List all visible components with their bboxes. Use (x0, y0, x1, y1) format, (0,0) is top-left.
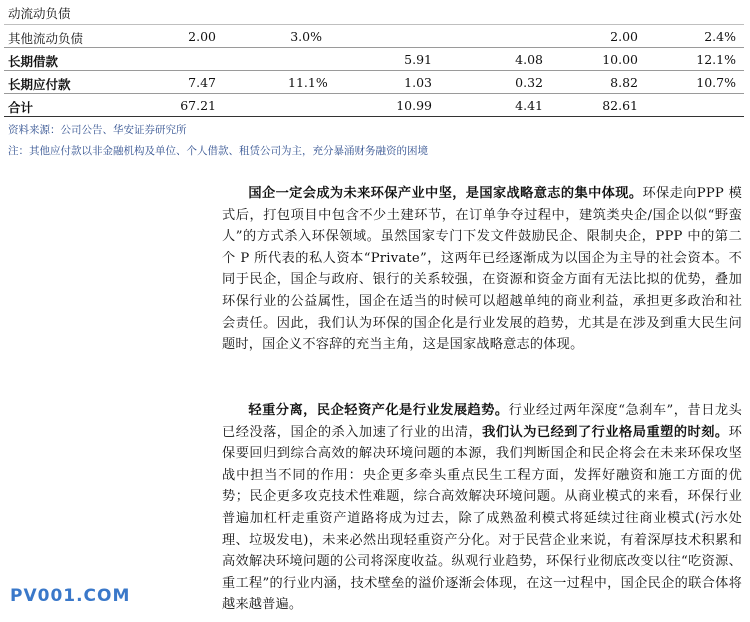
table-row (4, 48, 744, 71)
table-cell: 长期应付款 (8, 77, 71, 92)
table-cell: 其他流动负债 (8, 31, 84, 46)
paragraph-state-owned (222, 183, 742, 356)
table-cell: 1.03 (404, 75, 432, 90)
paragraph-lead: 轻重分离，民企轻资产化是行业发展趋势。 (248, 403, 509, 418)
table-cell: 长期借款 (8, 54, 59, 69)
table-cell: 12.1% (696, 52, 736, 67)
table-cell: 10.00 (602, 52, 638, 67)
paragraph-asset-light (222, 400, 742, 616)
paragraph-emphasis: 我们认为已经到了行业格局重塑的时刻。 (482, 424, 729, 440)
table-cell: 2.4% (704, 29, 736, 44)
paragraph-body: 环保要回归到综合高效的解决环境问题的本源，我们判断国企和民企将会在未来环保攻坚战中担当不同的作用：央企更多牵头重点民生工程方面，发挥好融资和施工方面的优势；民企更多攻克技术性难题，综合高效解决环境问题。从商业模式的来看，环保行业普遍加杠杆走重资产道路将成为过去，除了成熟盈利模式将延续过往商业模式(污水处理、垃圾发电)，未来必然出现轻重资产分化。对于民营企业来说，有着深厚技术积累和高效解决环境问题的公司将深度收益。纵观行业趋势，环保行业彻底改变以往“吃资源、重工程”的行业内涵，技术壁垒的溢价逐渐会体现，在这一过程中，国企民企的联合体将越来越普遍。 (222, 424, 742, 613)
table-footnote: 注：其他应付款以非金融机构及单位、个人借款、租赁公司为主，充分暴涌财务融资的困境 (8, 145, 428, 157)
paragraph-body: 环保走向PPP 模式后，打包项目中包含不少土建环节，在订单争夺过程中，建筑类央企/国企以似“野蛮人”的方式杀入环保领域。虽然国家专门下发文件鼓励民企、限制央企，PPP 中的第二个 P 所代表的私人资本“Private”，这两年已经逐渐成为以国企为主导的社会资本。不同于民企，国企与政府、银行的关系较强，在资源和资金方面有无法比拟的优势，叠加环保行业的公益属性，国企在适当的时候可以超越单纯的商业利益，承担更多政治和社会责任。因此，我们认为环保的国企化是行业发展的趋势，尤其是在涉及到重大民生问题时，国企义不容辞的充当主角，这是国家战略意志的体现。 (222, 186, 742, 353)
table-cell: 0.32 (515, 75, 543, 90)
table-row (4, 71, 744, 94)
table-row (4, 25, 744, 48)
table-cell: 5.91 (404, 52, 432, 67)
financial-table (4, 0, 744, 117)
table-cell: 4.08 (515, 52, 543, 67)
table-cell: 2.00 (610, 29, 638, 44)
table-cell: 11.1% (288, 75, 328, 90)
table-cell: 8.82 (610, 75, 638, 90)
table-cell: 67.21 (180, 98, 216, 113)
table-cell: 82.61 (602, 98, 638, 113)
table-cell: 4.41 (515, 98, 543, 113)
table-cell: 3.0% (290, 29, 322, 44)
paragraph-body: 行业经过两年深度“急刹车”，昔日龙头已经没落，国企的杀入加速了行业的出清， (222, 403, 742, 440)
table-cell: 10.7% (696, 75, 736, 90)
source-note: 资料来源：公司公告、华安证券研究所 (8, 124, 187, 136)
paragraph-lead: 国企一定会成为未来环保产业中坚，是国家战略意志的集中体现。 (248, 186, 643, 201)
table-cell: 动流动负债 (8, 6, 71, 21)
watermark: PV001.COM (10, 586, 131, 606)
table-row (4, 94, 744, 117)
table-cell: 7.47 (188, 75, 216, 90)
table-row (4, 0, 744, 25)
table-cell: 10.99 (396, 98, 432, 113)
table-cell: 合计 (8, 100, 34, 115)
table-cell: 2.00 (188, 29, 216, 44)
